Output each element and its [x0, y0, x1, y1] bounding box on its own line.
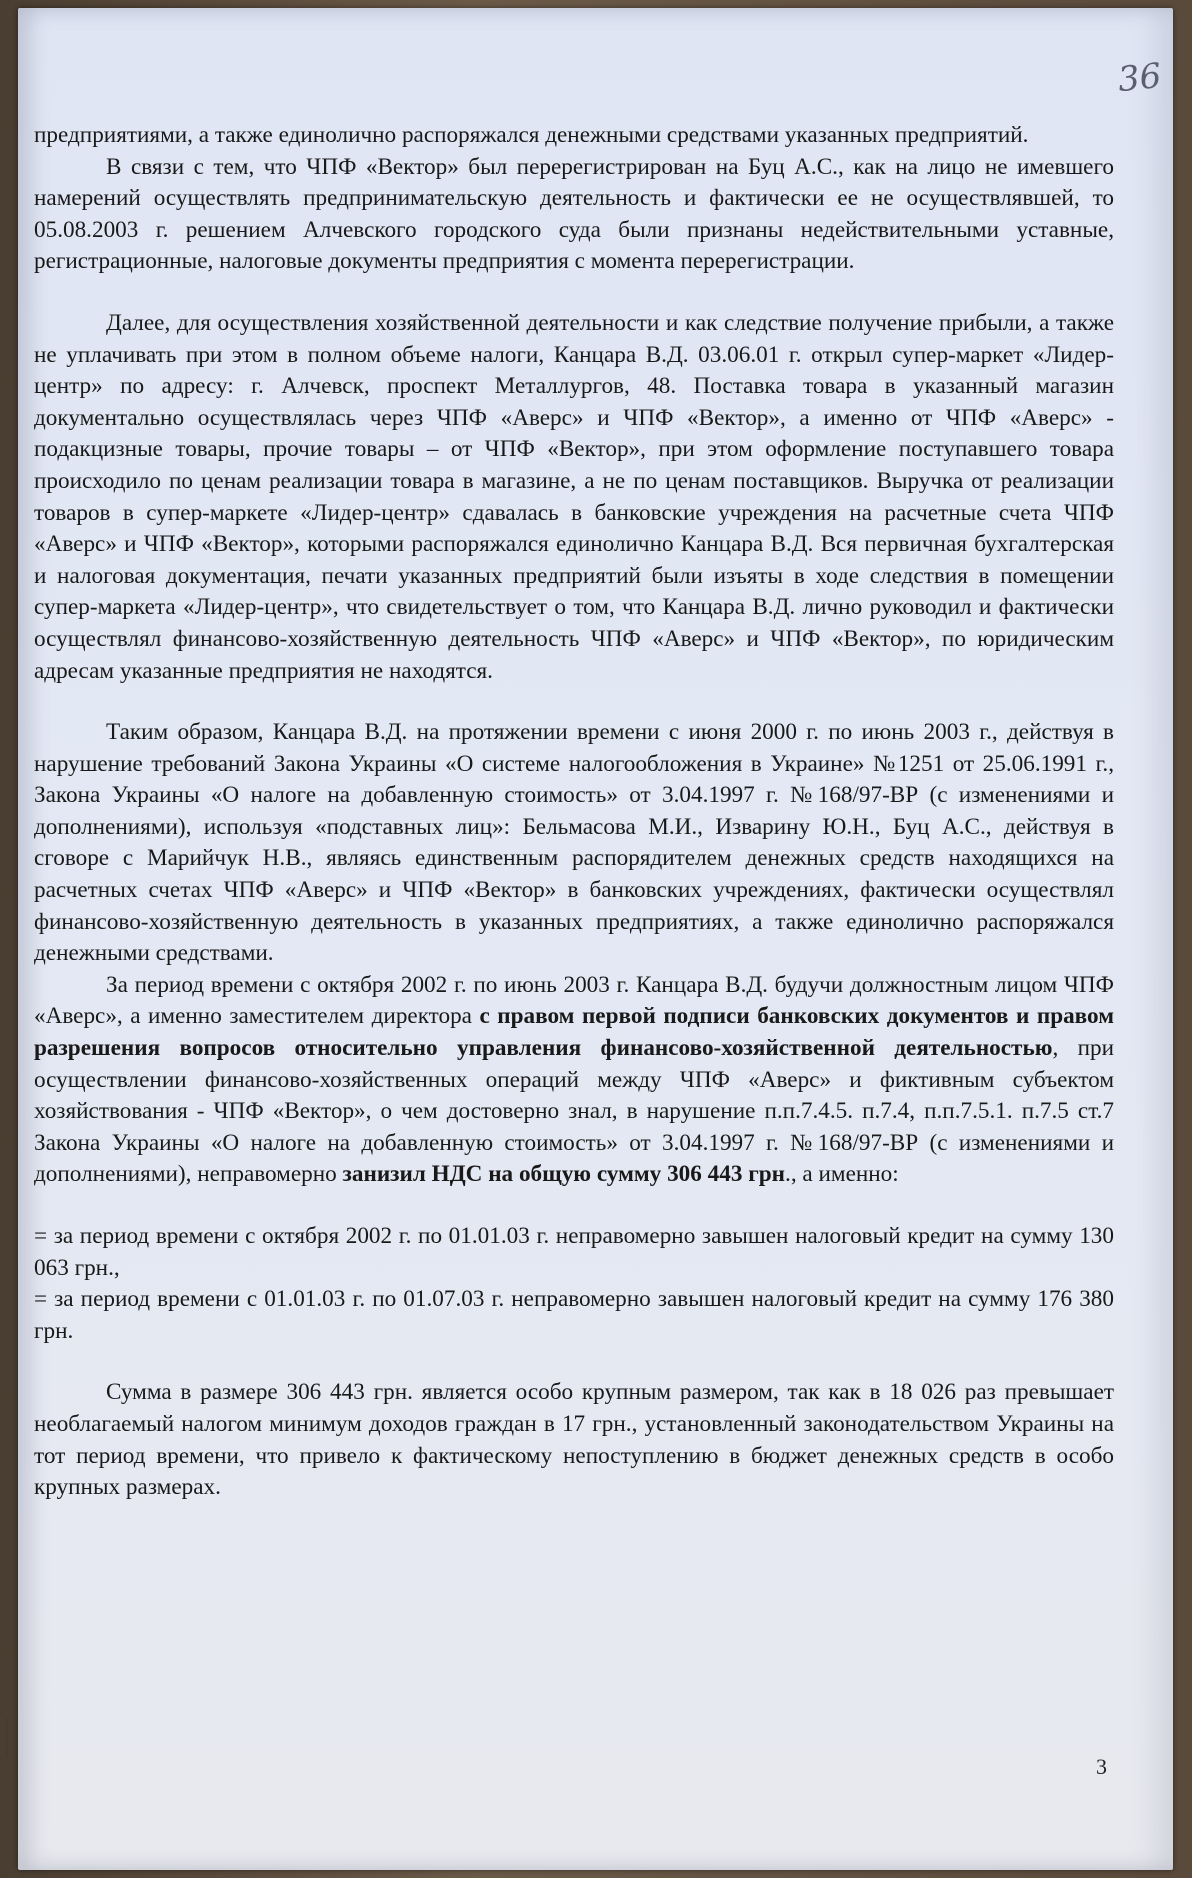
- paragraph-gap: [34, 278, 1114, 308]
- paragraph-large-scale: Сумма в размере 306 443 грн. является особо крупным размером, так как в 18 026 раз превышает необлагаемый налогом минимум доходов граждан в 17 грн., установленный законодательством Украины на тот период времени, что привело к фактическому непоступлению в бюджет денежных средств в особо крупных размерах.: [34, 1379, 1114, 1501]
- paragraph-gap: [34, 1191, 1114, 1221]
- binding-mark: [6, 1718, 18, 1758]
- paragraph-vector-reregistration: В связи с тем, что ЧПФ «Вектор» был перерегистрирован на Буц А.С., как на лицо не имевшего намерений осуществлять предпринимательскую деятельность и фактически ее не осуществлявшей, то 05.08.2003 г. решением Алчевского городского суда были признаны недействительными уставные, регистрационные, налоговые документы предприятия с момента перерегистрации.: [34, 153, 1114, 275]
- text-run: , при осуществлении финансово-хозяйственных операций между ЧПФ «Аверс» и фиктивным субъектом хозяйствования - ЧПФ «Вектор», о чем достоверно знал, в нарушение п.п.7.4.5. п.7.4, п.п.7.5.1. п.7.5 ст.7 Закона Украины «О налоге на добавленную стоимость» от 3.04.1997 г. №168/97-ВР (с изменениями и дополнениями), неправомерно: [34, 1035, 1114, 1188]
- paragraph-gap: [34, 687, 1114, 717]
- bullet-item: = за период времени с 01.01.03 г. по 01.07.03 г. неправомерно завышен налоговый кредит на сумму 176 380 грн.: [34, 1286, 1114, 1344]
- paragraph-gap: [34, 1347, 1114, 1377]
- paragraph-supermarket: Далее, для осуществления хозяйственной деятельности и как следствие получение прибыли, а также не уплачивать при этом в полном объеме налоги, Канцара В.Д. 03.06.01 г. открыл супер-маркет «Лидер-центр» по адресу: г. Алчевск, проспект Металлургов, 48. Поставка товара в указанный магазин документально осуществлялась через ЧПФ «Аверс» и ЧПФ «Вектор», а именно от ЧПФ «Аверс» - подакцизные товары, прочие товары – от ЧПФ «Вектор», при этом оформление поступавшего товара происходило по ценам реализации товара в магазине, а не по ценам поставщиков. Выручка от реализации товаров в супер-маркете «Лидер-центр» сдавалась в банковские учреждения на расчетные счета ЧПФ «Аверс» и ЧПФ «Вектор», которыми распоряжался единолично Канцара В.Д. Вся первичная бухгалтерская и налоговая документация, печати указанных предприятий были изъяты в ходе следствия в помещении супер-маркета «Лидер-центр», что свидетельствует о том, что Канцара В.Д. лично руководил и фактически осуществлял финансово-хозяйственную деятельность ЧПФ «Аверс» и ЧПФ «Вектор», по юридическим адресам указанные предприятия не находятся.: [34, 309, 1114, 684]
- text-run: ., а именно:: [785, 1161, 899, 1188]
- paragraph-conclusion-activity: Таким образом, Канцара В.Д. на протяжении времени с июня 2000 г. по июнь 2003 г., действуя в нарушение требований Закона Украины «О системе налогообложения в Украине» №1251 от 25.06.1991 г., Закона Украины «О налоге на добавленную стоимость» от 3.04.1997 г. №168/97-ВР (с изменениями и дополнениями), используя «подставных лиц»: Бельмасова М.И., Изварину Ю.Н., Буц А.С., действуя в сговоре с Марийчук Н.В., являясь единственным распорядителем денежных средств находящихся на расчетных счетах ЧПФ «Аверс» и ЧПФ «Вектор» в банковских учреждениях, фактически осуществлял финансово-хозяйственную деятельность в указанных предприятиях, а также единолично распоряжался денежными средствами.: [34, 719, 1114, 967]
- text-run: За период времени с октября 2002 г. по июнь 2003 г. Канцара В.Д. будучи должностным лицом ЧПФ «Аверс», а именно заместителем директора: [34, 971, 1114, 1030]
- page-number: 3: [1096, 1754, 1107, 1779]
- bullet-item: = за период времени с октября 2002 г. по 01.01.03 г. неправомерно завышен налоговый кредит на сумму 130 063 грн.,: [34, 1223, 1114, 1281]
- handwritten-sheet-number: 36: [1116, 55, 1164, 101]
- bold-amount-run: занизил НДС на общую сумму 306 443 грн: [342, 1161, 786, 1188]
- bold-text-run: с правом первой подписи банковских документов и правом разрешения вопросов относительно управления финансово-хозяйственной деятельностью: [34, 1003, 1114, 1062]
- paragraph-continuation: предприятиями, а также единолично распоряжался денежными средствами указанных предприятий.: [34, 122, 1029, 148]
- document-body: [34, 120, 1114, 1504]
- paragraph-vat-understatement: [34, 970, 1114, 1191]
